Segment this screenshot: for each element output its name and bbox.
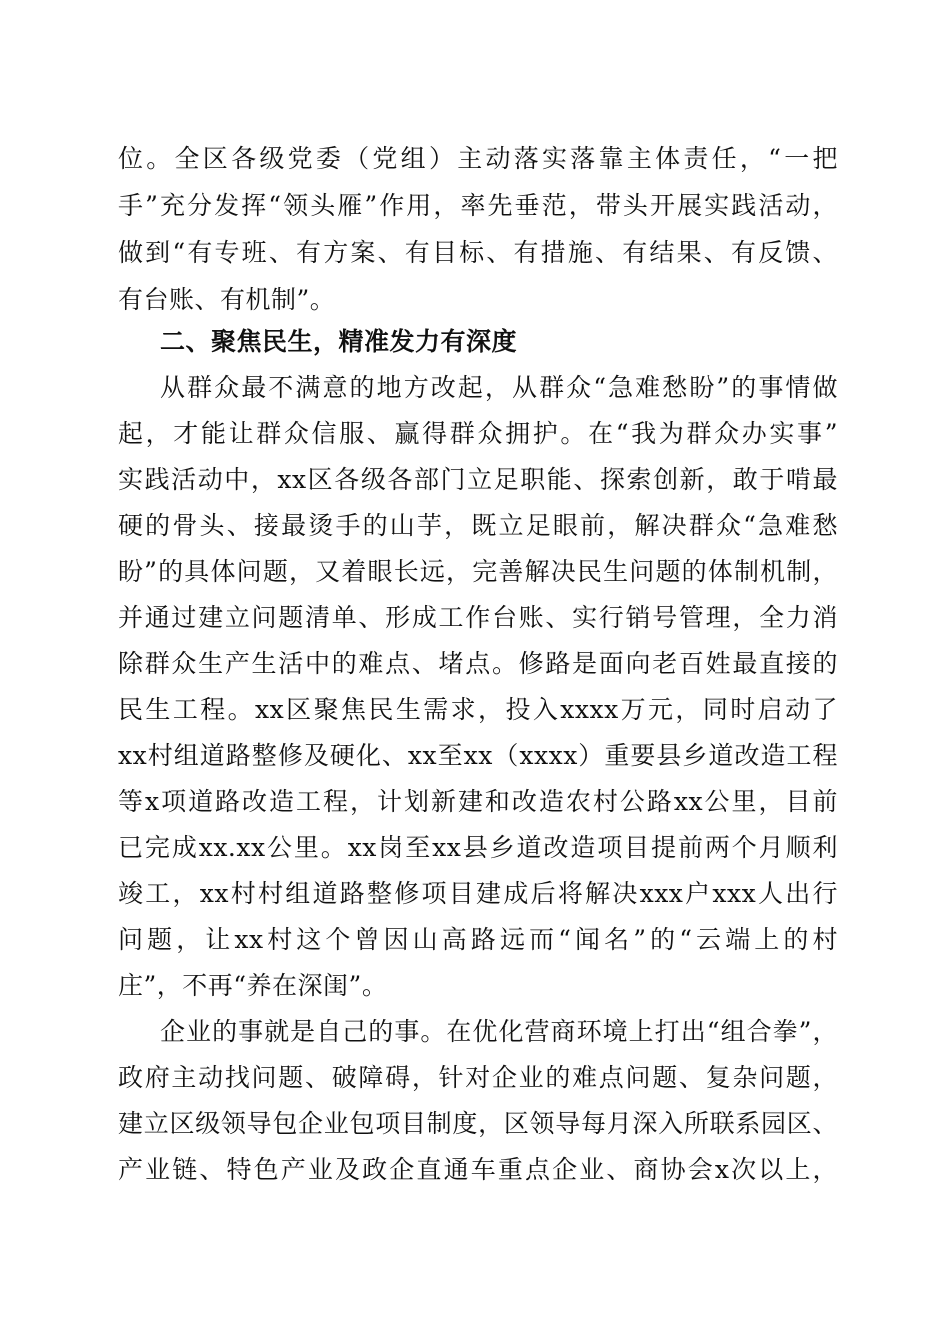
paragraph-line: 问题，让xx村这个曾因山高路远而“闻名”的“云端上的村 [118, 925, 838, 954]
paragraph-line: 有台账、有机制”。 [118, 285, 336, 314]
paragraph-line: 实践活动中，xx区各级各部门立足职能、探索创新，敢于啃最 [118, 465, 838, 494]
paragraph-line: xx村组道路整修及硬化、xx至xx（xxxx）重要县乡道改造工程 [118, 741, 838, 770]
paragraph-line: 庄”，不再“养在深闺”。 [118, 971, 388, 1000]
paragraph-line: 并通过建立问题清单、形成工作台账、实行销号管理，全力消 [118, 603, 838, 632]
paragraph-line: 竣工，xx村村组道路整修项目建成后将解决xxx户xxx人出行 [118, 879, 838, 908]
paragraph-line: 起，才能让群众信服、赢得群众拥护。在“我为群众办实事” [118, 419, 838, 448]
paragraph-line: 从群众最不满意的地方改起，从群众“急难愁盼”的事情做 [160, 373, 838, 402]
paragraph-line: 政府主动找问题、破障碍，针对企业的难点问题、复杂问题， [118, 1063, 838, 1092]
section-heading: 二、聚焦民生，精准发力有深度 [160, 327, 518, 356]
paragraph-line: 手”充分发挥“领头雁”作用，率先垂范，带头开展实践活动， [118, 191, 838, 220]
paragraph-line: 企业的事就是自己的事。在优化营商环境上打出“组合拳”， [160, 1017, 838, 1046]
paragraph-line: 做到“有专班、有方案、有目标、有措施、有结果、有反馈、 [118, 238, 838, 267]
paragraph-line: 位。全区各级党委（党组）主动落实落靠主体责任，“一把 [118, 144, 838, 173]
paragraph-line: 已完成xx.xx公里。xx岗至xx县乡道改造项目提前两个月顺利 [118, 833, 838, 862]
paragraph-line: 建立区级领导包企业包项目制度，区领导每月深入所联系园区、 [118, 1109, 838, 1138]
paragraph-line: 等x项道路改造工程，计划新建和改造农村公路xx公里，目前 [118, 787, 838, 816]
paragraph-line: 盼”的具体问题，又着眼长远，完善解决民生问题的体制机制， [118, 557, 838, 586]
paragraph-line: 硬的骨头、接最烫手的山芋，既立足眼前，解决群众“急难愁 [118, 511, 838, 540]
paragraph-line: 民生工程。xx区聚焦民生需求，投入xxxx万元，同时启动了 [118, 695, 838, 724]
paragraph-line: 产业链、特色产业及政企直通车重点企业、商协会x次以上， [118, 1155, 838, 1184]
paragraph-line: 除群众生产生活中的难点、堵点。修路是面向老百姓最直接的 [118, 649, 838, 678]
